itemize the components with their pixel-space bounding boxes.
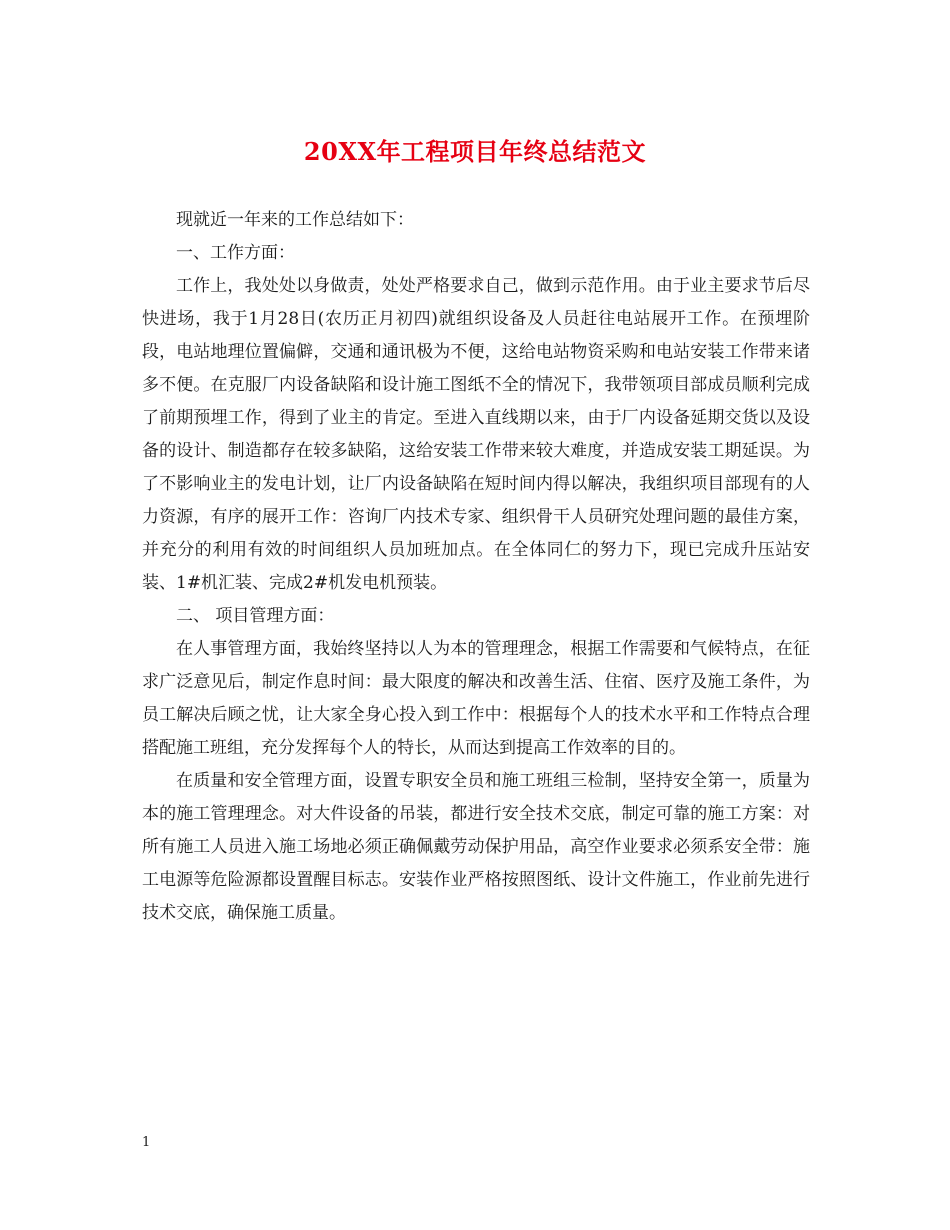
section-heading-work: 一、工作方面：: [176, 243, 295, 263]
section-heading-management: 二、 项目管理方面：: [176, 606, 335, 626]
intro-paragraph: 现就近一年来的工作总结如下：: [176, 210, 414, 230]
page-number: 1: [142, 1135, 151, 1150]
work-paragraph: 工作上，我处处以身做责，处处严格要求自己，做到示范作用。由于业主要求节后尽快进场，我于1月28日(农历正月初四)就组织设备及人员赶往电站展开工作。在预埋阶段，电站地理位置偏僻，交通和通讯极为不便，这给电站物资采购和电站安装工作带来诸多不便。在克服厂内设备缺陷和设计施工图纸不全的情况下，我带领项目部成员顺利完成了前期预埋工作，得到了业主的肯定。至进入直线期以来，由于厂内设备延期交货以及设备的设计、制造都存在较多缺陷，这给安装工作带来较大难度，并造成安装工期延误。为了不影响业主的发电计划，让厂内设备缺陷在短时间内得以解决，我组织项目部现有的人力资源，有序的展开工作：咨询厂内技术专家、组织骨干人员研究处理问题的最佳方案，并充分的利用有效的时间组织人员加班加点。在全体同仁的努力下，现已完成升压站安装、1#机汇装、完成2#机发电机预装。: [142, 276, 810, 593]
document-title: 20XX年工程项目年终总结范文: [303, 137, 647, 166]
quality-safety-paragraph: 在质量和安全管理方面，设置专职安全员和施工班组三检制，坚持安全第一，质量为本的施工管理理念。对大件设备的吊装，都进行安全技术交底，制定可靠的施工方案：对所有施工人员进入施工场地必须正确佩戴劳动保护用品，高空作业要求必须系安全带：施工电源等危险源都设置醒目标志。安装作业严格按照图纸、设计文件施工，作业前先进行技术交底，确保施工质量。: [142, 771, 810, 923]
document-body: [142, 204, 810, 930]
personnel-paragraph: 在人事管理方面，我始终坚持以人为本的管理理念，根据工作需要和气候特点，在征求广泛意见后，制定作息时间：最大限度的解决和改善生活、住宿、医疗及施工条件，为员工解决后顾之忧，让大家全身心投入到工作中：根据每个人的技术水平和工作特点合理搭配施工班组，充分发挥每个人的特长，从而达到提高工作效率的目的。: [142, 639, 810, 758]
